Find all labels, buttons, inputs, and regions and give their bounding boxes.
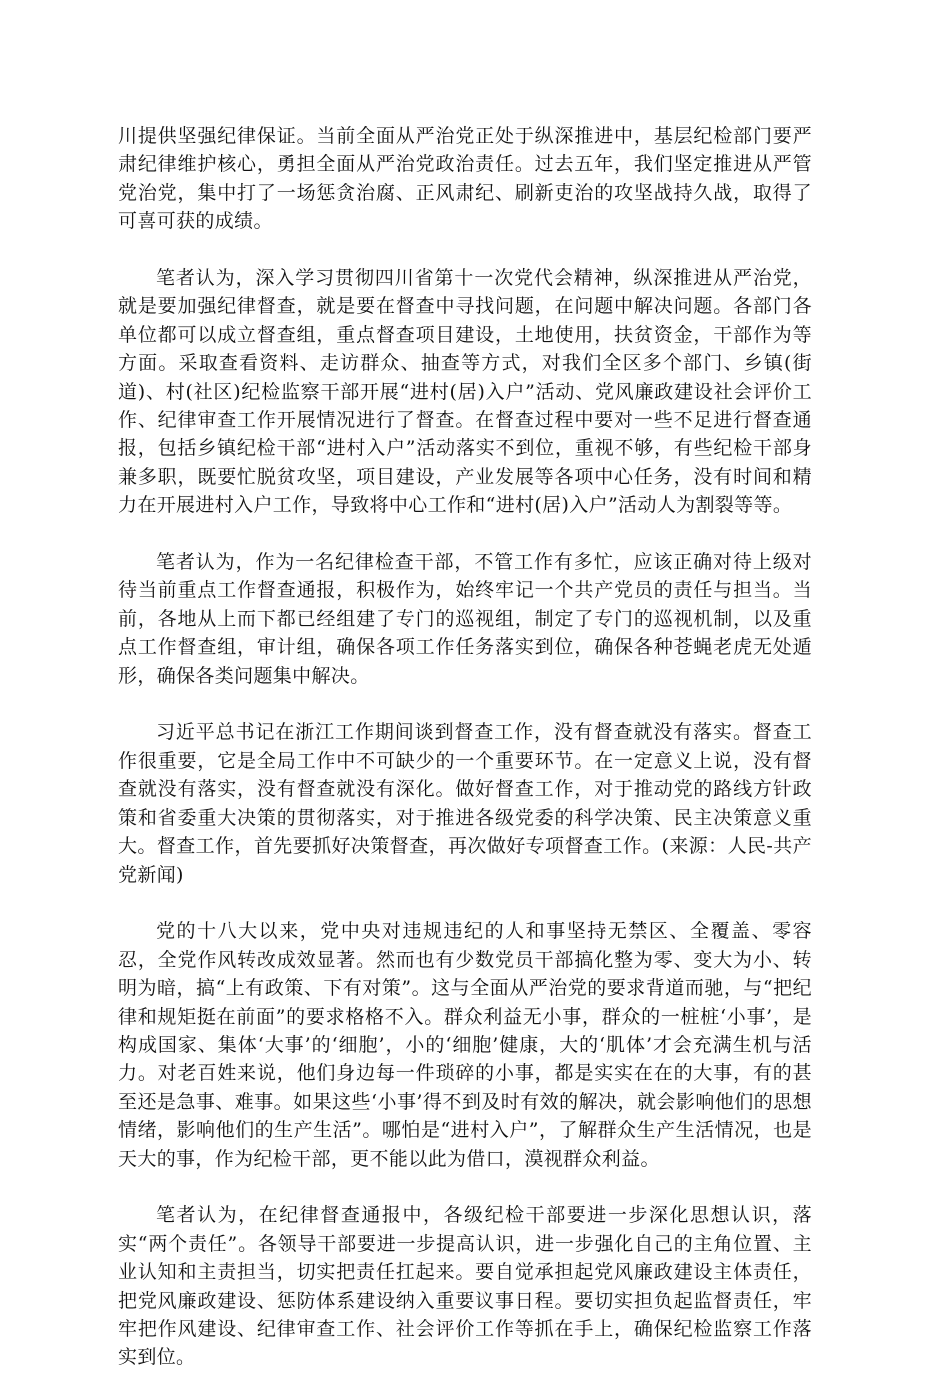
paragraph-4: 习近平总书记在浙江工作期间谈到督查工作，没有督查就没有落实。督查工作很重要，它是全局工作中不可缺少的一个重要环节。在一定意义上说，没有督查就没有落实，没有督查就没有深化。做好督查工作，对于推动党的路线方针政策和省委重大决策的贯彻落实，对于推进各级党委的科学决策、民主决策意义重大。督查工作，首先要抓好决策督查，再次做好专项督查工作。(来源：人民-共产党新闻) — [118, 721, 812, 886]
paragraph-6: 笔者认为，在纪律督查通报中，各级纪检干部要进一步深化思想认识，落实“两个责任”。各领导干部要进一步提高认识，进一步强化自己的主角位置、主业认知和主责担当，切实把责任扛起来。要自觉承担起党风廉政建设主体责任，把党风廉政建设、惩防体系建设纳入重要议事日程。要切实担负起监督责任，牢牢把作风建设、纪律审查工作、社会评价工作等抓在手上，确保纪检监察工作落实到位。 — [118, 1204, 812, 1369]
paragraph-1: 川提供坚强纪律保证。当前全面从严治党正处于纵深推进中，基层纪检部门要严肃纪律维护核心，勇担全面从严治党政治责任。过去五年，我们坚定推进从严管党治党，集中打了一场惩贪治腐、正风肃纪、刷新吏治的攻坚战持久战，取得了可喜可获的成绩。 — [118, 125, 812, 233]
paragraph-3: 笔者认为，作为一名纪律检查干部，不管工作有多忙，应该正确对待上级对待当前重点工作督查通报，积极作为，始终牢记一个共产党员的责任与担当。当前，各地从上而下都已经组建了专门的巡视组，制定了专门的巡视机制，以及重点工作督查组，审计组，确保各项工作任务落实到位，确保各种苍蝇老虎无处遁形，确保各类问题集中解决。 — [118, 551, 812, 687]
document-body — [118, 122, 812, 1400]
paragraph-2: 笔者认为，深入学习贯彻四川省第十一次党代会精神，纵深推进从严治党，就是要加强纪律督查，就是要在督查中寻找问题，在问题中解决问题。各部门各单位都可以成立督查组，重点督查项目建设，土地使用，扶贫资金，干部作为等方面。采取查看资料、走访群众、抽查等方式，对我们全区多个部门、乡镇(街道)、村(社区)纪检监察干部开展“进村(居)入户”活动、党风廉政建设社会评价工作、纪律审查工作开展情况进行了督查。在督查过程中要对一些不足进行督查通报，包括乡镇纪检干部“进村入户”活动落实不到位，重视不够，有些纪检干部身兼多职，既要忙脱贫攻坚，项目建设，产业发展等各项中心任务，没有时间和精力在开展进村入户工作，导致将中心工作和“进村(居)入户”活动人为割裂等等。 — [118, 267, 812, 517]
paragraph-5: 党的十八大以来，党中央对违规违纪的人和事坚持无禁区、全覆盖、零容忍，全党作风转改成效显著。然而也有少数党员干部搞化整为零、变大为小、转明为暗，搞“上有政策、下有对策”。这与全面从严治党的要求背道而驰，与“把纪律和规矩挺在前面”的要求格格不入。群众利益无小事，群众的一桩桩‘小事’，是构成国家、集体‘大事’的‘细胞’，小的‘细胞’健康，大的‘肌体’才会充满生机与活力。对老百姓来说，他们身边每一件琐碎的小事，都是实实在在的大事，有的甚至还是急事、难事。如果这些‘小事’得不到及时有效的解决，就会影响他们的思想情绪，影响他们的生产生活”。哪怕是“进村入户”，了解群众生产生活情况，也是天大的事，作为纪检干部，更不能以此为借口，漠视群众利益。 — [118, 920, 812, 1170]
